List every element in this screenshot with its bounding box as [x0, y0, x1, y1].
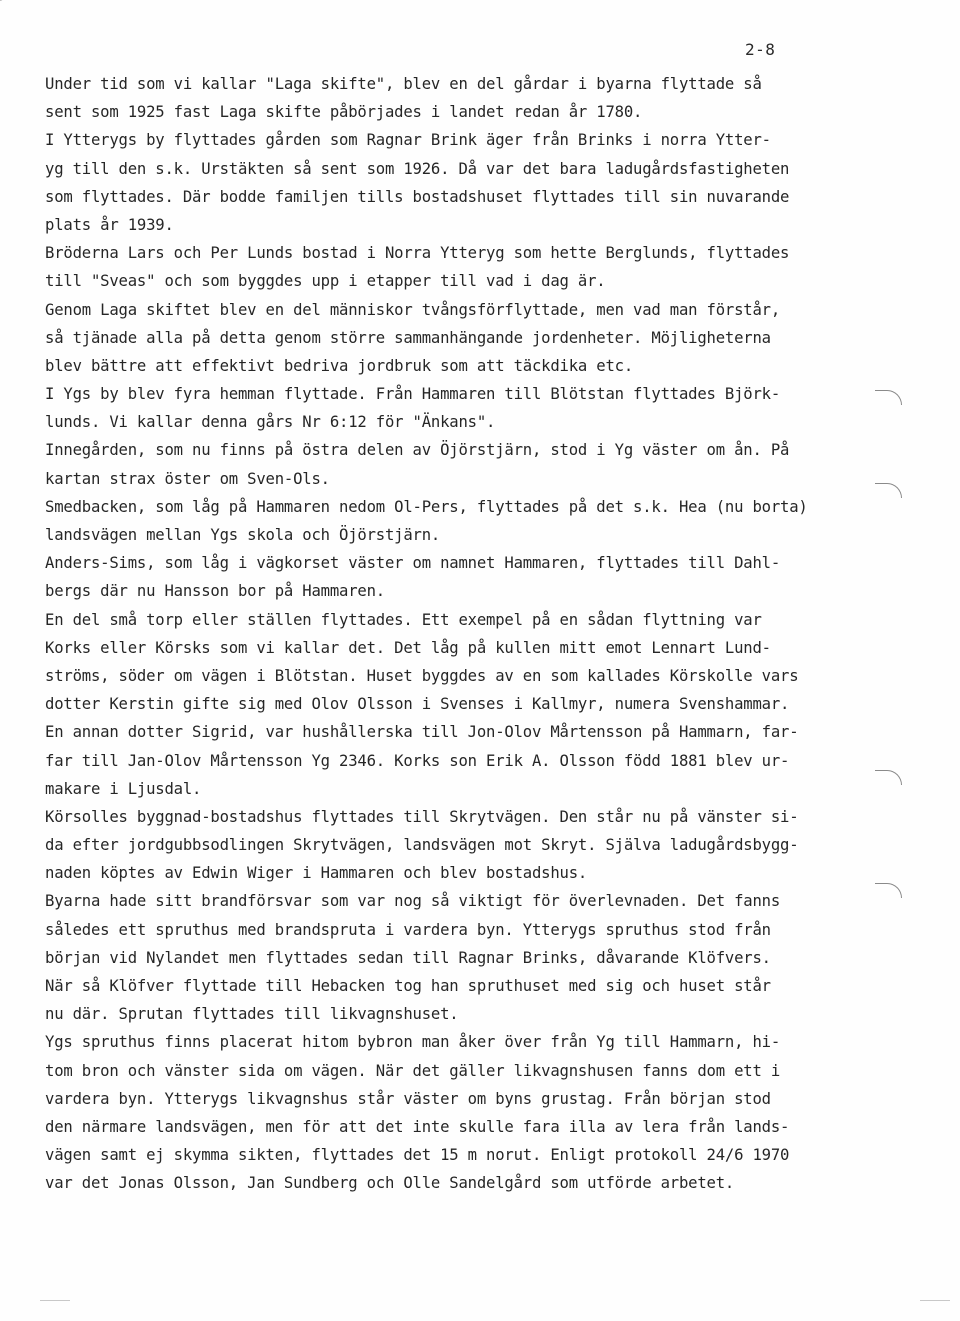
- text-line: bergs där nu Hansson bor på Hammaren.: [45, 582, 385, 601]
- text-line: vägen samt ej skymma sikten, flyttades det 15 m norut. Enligt protokoll 24/6 1970: [45, 1146, 790, 1165]
- text-line: Smedbacken, som låg på Hammaren nedom Ol-Pers, flyttades på det s.k. Hea (nu borta): [45, 497, 808, 516]
- scan-edge-mark: [40, 1300, 70, 1301]
- corner-scan-mark: [0, 0, 28, 14]
- text-line: En annan dotter Sigrid, var hushållerska till Jon-Olov Mårtensson på Hammarn, far-: [45, 723, 799, 742]
- text-line: I Ygs by blev fyra hemman flyttade. Från Hammaren till Blötstan flyttades Björk-: [45, 385, 781, 404]
- text-line: När så Klöfver flyttade till Hebacken tog han spruthuset med sig och huset står: [45, 977, 771, 995]
- text-line: En del små torp eller ställen flyttades. Ett exempel på en sådan flyttning var: [45, 610, 762, 629]
- margin-pencil-mark: [875, 390, 902, 405]
- text-line: Genom Laga skiftet blev en del människor tvångsförflyttade, men vad man förstår,: [45, 300, 781, 319]
- text-line: den närmare landsvägen, men för att det inte skulle fara illa av lera från lands-: [45, 1117, 790, 1136]
- text-line: Innegården, som nu finns på östra delen av Öjörstjärn, stod i Yg väster om ån. På: [45, 441, 790, 460]
- text-line: så tjänade alla på detta genom större sammanhängande jordenheter. Möjligheterna: [45, 328, 771, 347]
- text-line: plats år 1939.: [45, 215, 174, 234]
- text-line: Korks eller Körsks som vi kallar det. Det låg på kullen mitt emot Lennart Lund-: [45, 638, 771, 657]
- text-line: Ygs spruthus finns placerat hitom bybron man åker över från Yg till Hammarn, hi-: [45, 1033, 781, 1052]
- text-line: dotter Kerstin gifte sig med Olov Olsson i Svenses i Kallmyr, numera Svenshammar.: [45, 695, 790, 714]
- text-line: således ett spruthus med brandspruta i vardera byn. Ytterygs spruthus stod från: [45, 920, 771, 939]
- margin-pencil-mark: [875, 770, 902, 785]
- text-line: vardera byn. Ytterygs likvagnshus står väster om byns grustag. Från början stod: [45, 1089, 771, 1108]
- text-line: yg till den s.k. Urstäkten så sent som 1926. Då var det bara ladugårdsfastigheten: [45, 159, 790, 178]
- text-line: ströms, söder om vägen i Blötstan. Huset byggdes av en som kallades Körskolle vars: [45, 666, 799, 685]
- margin-pencil-mark: [875, 483, 902, 498]
- text-line: Bröderna Lars och Per Lunds bostad i Norra Ytteryg som hette Berglunds, flyttades: [45, 244, 790, 263]
- text-line: sent som 1925 fast Laga skifte påbörjades i landet redan år 1780.: [45, 103, 643, 122]
- document-body: [45, 70, 845, 1198]
- text-line: till "Sveas" och som byggdes upp i etapper till vad i dag är.: [45, 272, 606, 291]
- text-line: som flyttades. Där bodde familjen tills bostadshuset flyttades till sin nuvarande: [45, 187, 790, 206]
- text-line: tom bron och vänster sida om vägen. När det gäller likvagnshusen fanns dom ett i: [45, 1061, 781, 1080]
- text-line: landsvägen mellan Ygs skola och Öjörstjärn.: [45, 526, 441, 544]
- text-line: början vid Nylandet men flyttades sedan till Ragnar Brinks, dåvarande Klöfvers.: [45, 948, 771, 967]
- text-line: I Ytterygs by flyttades gården som Ragnar Brink äger från Brinks i norra Ytter-: [45, 131, 771, 150]
- page-number: 2-8: [745, 40, 776, 59]
- text-line: Under tid som vi kallar "Laga skifte", blev en del gårdar i byarna flyttade så: [45, 75, 762, 93]
- text-line: Körsolles byggnad-bostadshus flyttades till Skrytvägen. Den står nu på vänster si-: [45, 807, 799, 826]
- text-line: blev bättre att effektivt bedriva jordbruk som att täckdika etc.: [45, 356, 634, 375]
- text-line: Anders-Sims, som låg i vägkorset väster om namnet Hammaren, flyttades till Dahl-: [45, 554, 781, 573]
- text-line: Byarna hade sitt brandförsvar som var nog så viktigt för överlevnaden. Det fanns: [45, 892, 781, 911]
- text-line: lunds. Vi kallar denna gårs Nr 6:12 för "Änkans".: [45, 413, 496, 432]
- text-line: var det Jonas Olsson, Jan Sundberg och Olle Sandelgård som utförde arbetet.: [45, 1174, 735, 1193]
- text-line: da efter jordgubbsodlingen Skrytvägen, landsvägen mot Skryt. Själva ladugårdsbygg-: [45, 836, 799, 855]
- margin-pencil-mark: [875, 883, 902, 898]
- text-line: kartan strax öster om Sven-Ols.: [45, 469, 330, 488]
- text-line: naden köptes av Edwin Wiger i Hammaren och blev bostadshus.: [45, 864, 588, 883]
- text-line: far till Jan-Olov Mårtensson Yg 2346. Korks son Erik A. Olsson född 1881 blev ur-: [45, 751, 790, 770]
- scan-edge-mark: [920, 1300, 950, 1301]
- text-line: nu där. Sprutan flyttades till likvagnshuset.: [45, 1005, 459, 1024]
- text-line: makare i Ljusdal.: [45, 779, 202, 798]
